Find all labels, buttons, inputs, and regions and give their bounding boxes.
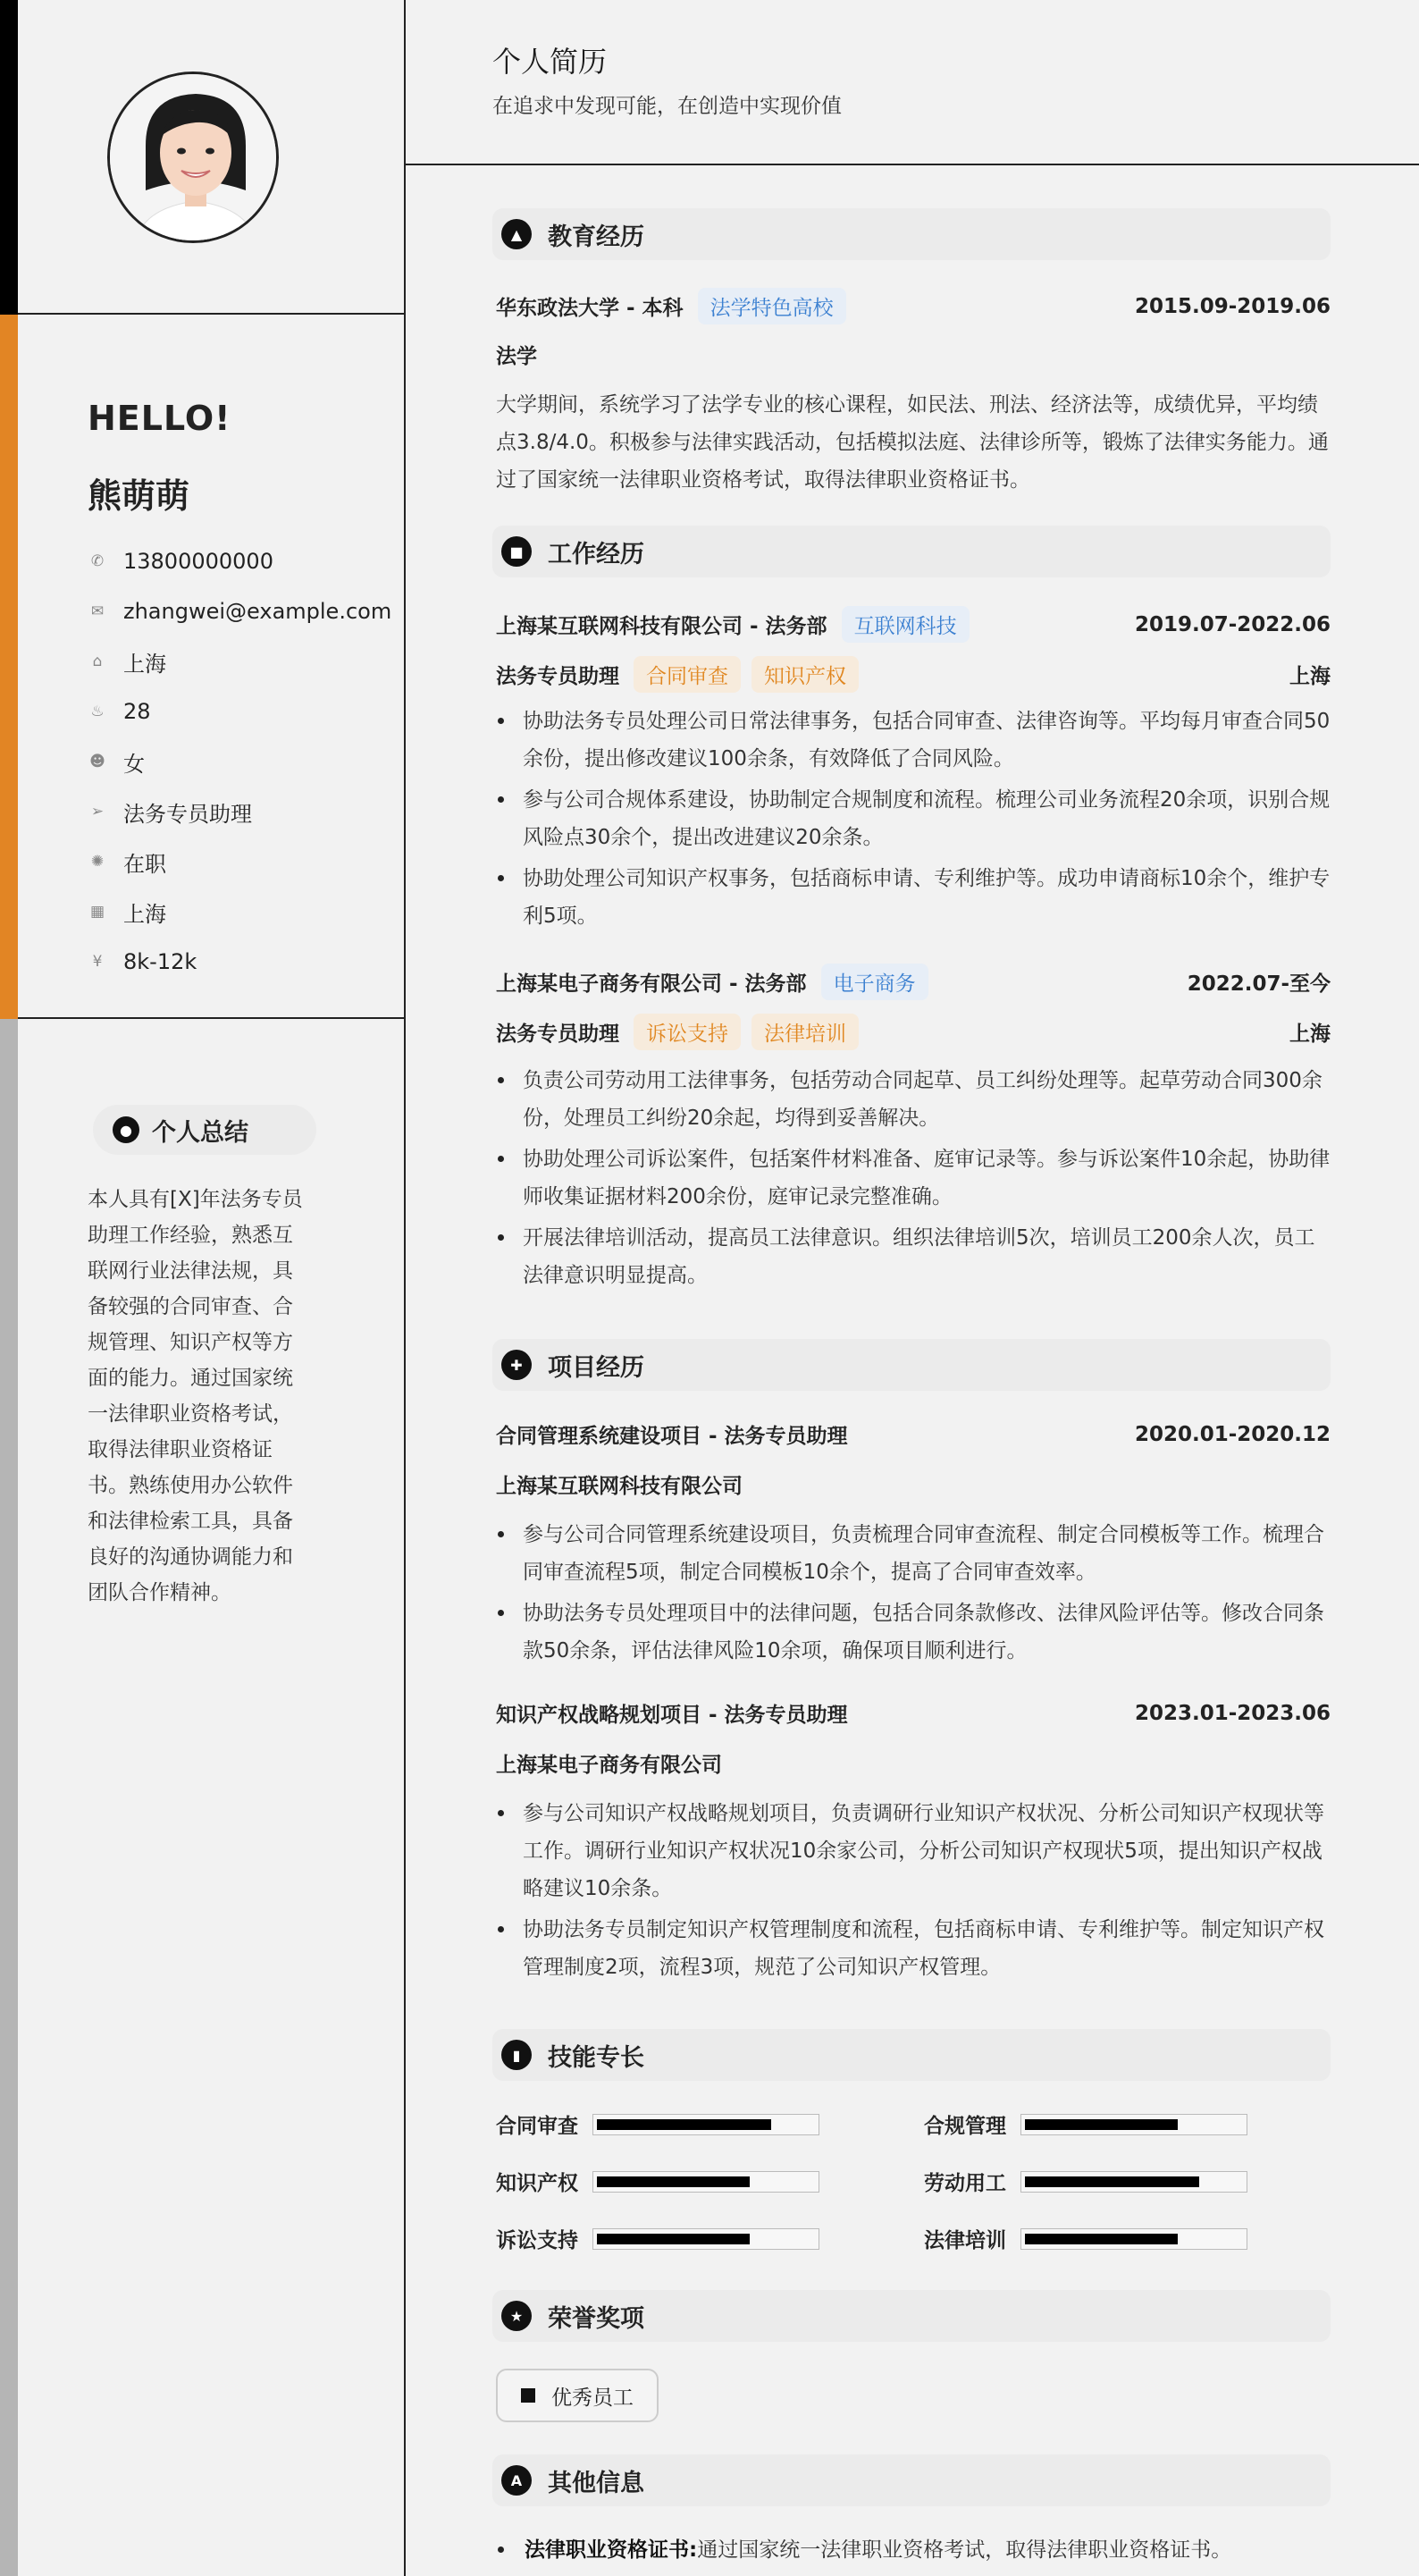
major-row	[496, 340, 1331, 369]
list-item: 负责公司劳动用工法律事务，包括劳动合同起草、员工纠纷处理等。起草劳动合同300余份，处理员工纠纷20余起，均得到妥善解决。	[496, 1062, 1331, 1137]
sidebar-accent-black	[0, 0, 18, 315]
job-company-row	[496, 964, 1331, 1000]
info-text: 女	[123, 751, 145, 777]
home-icon: ⌂	[92, 652, 103, 670]
skill-fill	[1025, 2119, 1178, 2130]
school-name: 华东政法大学 - 本科	[496, 297, 684, 320]
other-value: 通过国家统一法律职业资格考试，取得法律职业资格证书。	[697, 2538, 1232, 2562]
section-title: 工作经历	[548, 540, 644, 568]
section-title: 技能专长	[548, 2043, 644, 2072]
info-text: 上海	[123, 651, 166, 677]
skill-item	[496, 2109, 819, 2139]
hello-heading: HELLO!	[88, 399, 231, 438]
skill-name: 知识产权	[496, 2172, 578, 2195]
list-item: 参与公司合同管理系统建设项目，负责梳理合同审查流程、制定合同模板等工作。梳理合同审查流程5项，制定合同模板10余个，提高了合同审查效率。	[496, 1516, 1331, 1591]
section-skills	[492, 2029, 1331, 2081]
project-name: 知识产权战略规划项目 - 法务专员助理	[496, 1704, 848, 1727]
info-phone	[88, 536, 391, 586]
info-email[interactable]	[88, 586, 391, 636]
info-text: 法务专员助理	[123, 801, 252, 827]
send-icon: ➢	[90, 803, 105, 821]
info-home	[88, 636, 391, 686]
list-item: 协助处理公司知识产权事务，包括商标申请、专利维护等。成功申请商标10余个，维护专利5项。	[496, 860, 1331, 935]
section-education	[492, 208, 1331, 260]
skill-bar	[592, 2171, 819, 2193]
job-role-row	[496, 1014, 1331, 1050]
info-job	[88, 787, 391, 837]
job-bullets	[496, 703, 1331, 939]
page-subtitle: 在追求中发现可能，在创造中实现价值	[492, 95, 842, 118]
skill-fill	[597, 2234, 750, 2244]
list-item: 开展法律培训活动，提高员工法律意识。组织法律培训5次，培训员工200余人次，员工法律意识明显提高。	[496, 1219, 1331, 1294]
other-list	[496, 2531, 1331, 2569]
project-row	[496, 1419, 1331, 1449]
skill-fill	[597, 2119, 771, 2130]
divider	[18, 313, 406, 315]
skill-item	[496, 2167, 819, 2196]
info-age	[88, 686, 391, 737]
project-company: 上海某互联网科技有限公司	[496, 1475, 743, 1498]
list-item: 协助法务专员制定知识产权管理制度和流程，包括商标申请、专利维护等。制定知识产权管理制度2项，流程3项，规范了公司知识产权管理。	[496, 1911, 1331, 1986]
skill-bar	[592, 2228, 819, 2250]
skill-name: 法律培训	[924, 2229, 1006, 2252]
page-title: 个人简历	[492, 45, 608, 79]
info-status	[88, 837, 391, 887]
list-item: 协助处理公司诉讼案件，包括案件材料准备、庭审记录等。参与诉讼案件10余起，协助律师收集证据材料200余份，庭审记录完整准确。	[496, 1141, 1331, 1216]
project-company: 上海某电子商务有限公司	[496, 1754, 722, 1777]
square-icon	[521, 2388, 535, 2403]
project-company-row	[496, 1748, 1331, 1778]
info-text: 13800000000	[123, 549, 273, 574]
skill-bar	[1020, 2114, 1247, 2135]
gender-icon: ☻	[89, 753, 105, 770]
job-company: 上海某互联网科技有限公司 - 法务部	[496, 615, 827, 638]
summary-heading	[93, 1105, 316, 1155]
skill-bar	[592, 2114, 819, 2135]
grid-icon: ✚	[501, 1350, 532, 1380]
other-key: 法律职业资格证书:	[525, 2538, 698, 2562]
avatar	[107, 72, 279, 243]
sidebar-accent-orange	[0, 315, 18, 1019]
job-role-row	[496, 656, 1331, 693]
job-skill-tag: 诉讼支持	[634, 1014, 741, 1050]
education-date: 2015.09-2019.06	[1134, 294, 1331, 318]
skill-fill	[597, 2176, 750, 2187]
info-salary	[88, 937, 391, 987]
award-name: 优秀员工	[551, 2386, 634, 2410]
job-company: 上海某电子商务有限公司 - 法务部	[496, 972, 807, 996]
skill-item	[924, 2109, 1247, 2139]
briefcase-icon: ■	[501, 536, 532, 567]
skill-name: 合规管理	[924, 2115, 1006, 2138]
section-title: 项目经历	[548, 1353, 644, 1382]
info-gender	[88, 737, 391, 787]
section-other	[492, 2454, 1331, 2506]
project-date: 2023.01-2023.06	[1134, 1701, 1331, 1725]
info-city	[88, 887, 391, 937]
mail-icon: ✉	[90, 602, 105, 620]
job-city: 上海	[1289, 665, 1331, 688]
status-icon: ✺	[90, 853, 105, 871]
bar-chart-icon: ▮	[501, 2040, 532, 2070]
project-row	[496, 1698, 1331, 1728]
section-title: 教育经历	[548, 223, 644, 251]
major: 法学	[496, 345, 537, 368]
award-icon: ★	[501, 2301, 532, 2331]
person-name: 熊萌萌	[88, 476, 190, 516]
skill-item	[924, 2224, 1247, 2253]
list-item: 协助法务专员处理项目中的法律问题，包括合同条款修改、法律风险评估等。修改合同条款50余条，评估法律风险10余项，确保项目顺利进行。	[496, 1595, 1331, 1670]
project-bullets	[496, 1516, 1331, 1673]
job-skill-tag: 法律培训	[751, 1014, 859, 1050]
job-industry-tag: 电子商务	[821, 964, 928, 1000]
job-city: 上海	[1289, 1023, 1331, 1046]
info-text: 8k-12k	[123, 949, 197, 974]
info-text: 28	[123, 699, 151, 724]
project-name: 合同管理系统建设项目 - 法务专员助理	[496, 1425, 848, 1448]
award-badge	[496, 2369, 659, 2422]
contact-info-list	[88, 536, 391, 987]
divider	[18, 1017, 406, 1019]
skill-name: 劳动用工	[924, 2172, 1006, 2195]
job-skill-tag: 知识产权	[751, 656, 859, 693]
skill-item	[924, 2167, 1247, 2196]
skill-name: 合同审查	[496, 2115, 578, 2138]
skill-bar	[1020, 2228, 1247, 2250]
skill-fill	[1025, 2234, 1178, 2244]
section-awards	[492, 2290, 1331, 2342]
skill-item	[496, 2224, 819, 2253]
skill-name: 诉讼支持	[496, 2229, 578, 2252]
user-icon: ●	[113, 1116, 139, 1143]
section-title: 其他信息	[548, 2469, 644, 2497]
section-work	[492, 526, 1331, 577]
job-date: 2019.07-2022.06	[1134, 612, 1331, 636]
cake-icon: ♨	[90, 703, 105, 720]
job-date: 2022.07-至今	[1187, 972, 1331, 996]
list-item: 参与公司知识产权战略规划项目，负责调研行业知识产权状况、分析公司知识产权现状等工作。调研行业知识产权状况10余家公司，分析公司知识产权现状5项，提出知识产权战略建议10余条。	[496, 1795, 1331, 1907]
info-text: 上海	[123, 901, 166, 927]
money-icon: ¥	[92, 953, 103, 971]
job-industry-tag: 互联网科技	[842, 606, 970, 643]
job-bullets	[496, 1062, 1331, 1298]
list-item	[496, 2531, 1331, 2569]
summary-text: 本人具有[X]年法务专员助理工作经验，熟悉互联网行业法律法规，具备较强的合同审查、合规管理、知识产权等方面的能力。通过国家统一法律职业资格考试，取得法律职业资格证书。熟练使用办公软件和法律检索工具，具备良好的沟通协调能力和团队合作精神。	[88, 1188, 303, 1604]
sidebar-accent-gray	[0, 1019, 18, 2576]
job-skill-tag: 合同审查	[634, 656, 741, 693]
info-icon: A	[501, 2465, 532, 2496]
education-row	[496, 288, 1331, 324]
project-date: 2020.01-2020.12	[1134, 1422, 1331, 1446]
header-divider	[406, 164, 1419, 165]
list-item: 参与公司合规体系建设，协助制定合规制度和流程。梳理公司业务流程20余项，识别合规风险点30余个，提出改进建议20余条。	[496, 781, 1331, 856]
section-title: 荣誉奖项	[548, 2304, 644, 2333]
info-text: 在职	[123, 851, 166, 877]
section-projects	[492, 1339, 1331, 1391]
graduation-cap-icon: ▲	[501, 219, 532, 249]
building-icon: ▦	[89, 903, 105, 921]
skill-fill	[1025, 2176, 1199, 2187]
job-role: 法务专员助理	[496, 1023, 619, 1046]
education-desc: 大学期间，系统学习了法学专业的核心课程，如民法、刑法、经济法等，成绩优异，平均绩点3.8/4.0。积极参与法律实践活动，包括模拟法庭、法律诊所等，锻炼了法律实务能力。通过了国家统一法律职业资格考试，取得法律职业资格证书。	[496, 393, 1329, 492]
summary-title: 个人总结	[152, 1118, 248, 1147]
job-role: 法务专员助理	[496, 665, 619, 688]
list-item: 协助法务专员处理公司日常法律事务，包括合同审查、法律咨询等。平均每月审查合同50余份，提出修改建议100余条，有效降低了合同风险。	[496, 703, 1331, 778]
school-tag: 法学特色高校	[698, 288, 846, 324]
info-text: zhangwei@example.com	[123, 599, 392, 624]
job-company-row	[496, 606, 1331, 643]
project-company-row	[496, 1469, 1331, 1499]
skill-bar	[1020, 2171, 1247, 2193]
phone-icon: ✆	[90, 552, 105, 570]
project-bullets	[496, 1795, 1331, 1990]
